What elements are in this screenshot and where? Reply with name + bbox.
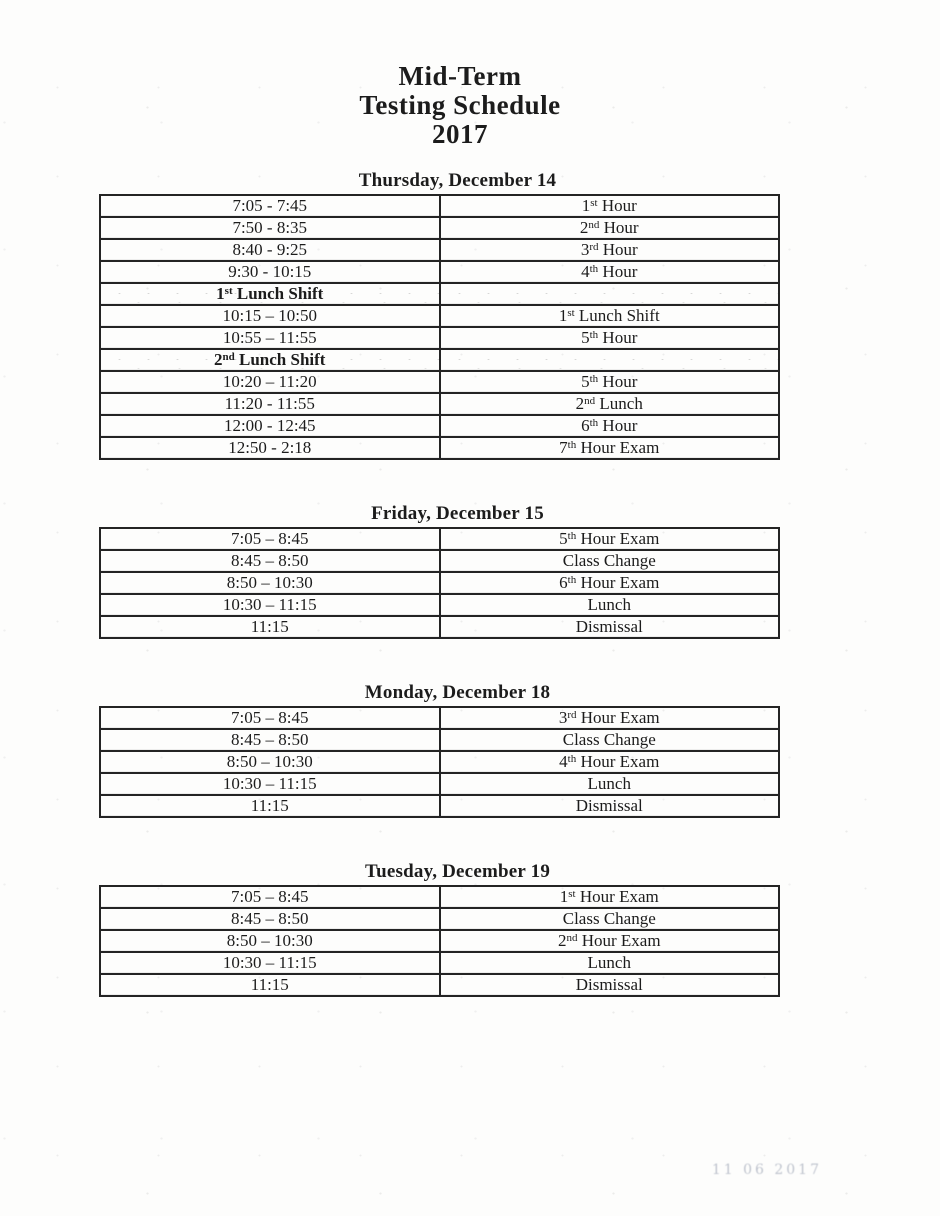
schedule-row [100,305,779,327]
schedule-table-friday [99,527,780,639]
day-section-tuesday [99,861,780,997]
schedule-row [100,795,779,817]
schedule-row [100,886,779,908]
date-stamp: 11 06 2017 [711,1162,822,1178]
time-cell: 10:20 – 11:20 [100,371,440,393]
schedule-row [100,327,779,349]
title-line-1: Mid-Term [398,61,522,91]
schedule-table-monday [99,706,780,818]
title-line-3: 2017 [432,119,488,149]
time-cell: 11:15 [100,616,440,638]
schedule-row [100,594,779,616]
schedule-row [100,616,779,638]
activity-cell: Class Change [440,550,780,572]
schedule-row [100,908,779,930]
schedule-row [100,930,779,952]
time-cell: 10:55 – 11:55 [100,327,440,349]
activity-cell: 7th Hour Exam [440,437,780,459]
time-cell: 10:15 – 10:50 [100,305,440,327]
time-cell: 10:30 – 11:15 [100,594,440,616]
time-cell: 11:15 [100,974,440,996]
activity-cell: Dismissal [440,795,780,817]
schedule-content [99,170,780,997]
time-cell: 8:45 – 8:50 [100,550,440,572]
activity-cell: 3rd Hour Exam [440,707,780,729]
time-cell: 2nd Lunch Shift [100,349,440,371]
activity-cell: 4th Hour [440,261,780,283]
time-cell: 11:20 - 11:55 [100,393,440,415]
activity-cell [440,349,780,371]
activity-cell: 5th Hour [440,327,780,349]
activity-cell: 6th Hour Exam [440,572,780,594]
activity-cell: Class Change [440,729,780,751]
title-line-2: Testing Schedule [359,90,561,120]
schedule-row [100,393,779,415]
activity-cell: 6th Hour [440,415,780,437]
activity-cell: 2nd Hour Exam [440,930,780,952]
schedule-row [100,974,779,996]
time-cell: 8:45 – 8:50 [100,729,440,751]
activity-cell: Lunch [440,773,780,795]
activity-cell: Class Change [440,908,780,930]
time-cell: 10:30 – 11:15 [100,773,440,795]
activity-cell: Dismissal [440,974,780,996]
time-cell: 8:45 – 8:50 [100,908,440,930]
activity-cell [440,283,780,305]
day-heading: Monday, December 18 [364,682,551,703]
lunch-shift-section-row [100,283,779,305]
time-cell: 9:30 - 10:15 [100,261,440,283]
schedule-table-thursday [99,194,780,460]
time-cell: 7:05 - 7:45 [100,195,440,217]
activity-cell: 1st Hour [440,195,780,217]
time-cell: 1st Lunch Shift [100,283,440,305]
schedule-row [100,261,779,283]
schedule-row [100,707,779,729]
activity-cell: 5th Hour [440,371,780,393]
activity-cell: 1st Lunch Shift [440,305,780,327]
activity-cell: Dismissal [440,616,780,638]
lunch-shift-section-row [100,349,779,371]
time-cell: 12:50 - 2:18 [100,437,440,459]
day-heading: Thursday, December 14 [358,170,557,191]
schedule-table-tuesday [99,885,780,997]
document-title [0,0,930,149]
schedule-row [100,195,779,217]
day-section-friday [99,503,780,639]
time-cell: 7:50 - 8:35 [100,217,440,239]
time-cell: 7:05 – 8:45 [100,886,440,908]
schedule-row [100,773,779,795]
time-cell: 7:05 – 8:45 [100,707,440,729]
activity-cell: Lunch [440,952,780,974]
activity-cell: 2nd Lunch [440,393,780,415]
time-cell: 8:50 – 10:30 [100,572,440,594]
schedule-row [100,572,779,594]
schedule-row [100,415,779,437]
time-cell: 12:00 - 12:45 [100,415,440,437]
schedule-row [100,371,779,393]
activity-cell: 4th Hour Exam [440,751,780,773]
day-section-thursday [99,170,780,460]
time-cell: 7:05 – 8:45 [100,528,440,550]
time-cell: 8:50 – 10:30 [100,751,440,773]
schedule-row [100,239,779,261]
day-heading: Tuesday, December 19 [364,861,551,882]
day-section-monday [99,682,780,818]
time-cell: 8:40 - 9:25 [100,239,440,261]
activity-cell: 5th Hour Exam [440,528,780,550]
time-cell: 11:15 [100,795,440,817]
schedule-row [100,437,779,459]
schedule-row [100,729,779,751]
time-cell: 8:50 – 10:30 [100,930,440,952]
day-heading: Friday, December 15 [371,503,544,524]
activity-cell: Lunch [440,594,780,616]
activity-cell: 2nd Hour [440,217,780,239]
time-cell: 10:30 – 11:15 [100,952,440,974]
activity-cell: 3rd Hour [440,239,780,261]
schedule-row [100,751,779,773]
schedule-row [100,550,779,572]
activity-cell: 1st Hour Exam [440,886,780,908]
schedule-row [100,528,779,550]
schedule-row [100,217,779,239]
schedule-row [100,952,779,974]
